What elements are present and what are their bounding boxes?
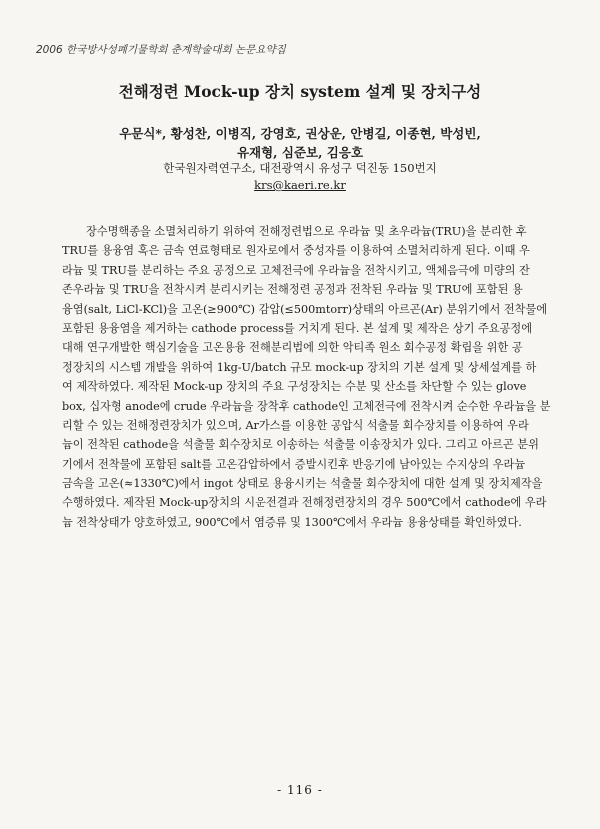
abstract-line: 포함된 용융염을 제거하는 cathode process를 거치게 된다. 본 설계 및 제작은 상기 주요공정에 <box>62 321 533 335</box>
abstract-line: 대해 연구개발한 핵심기술을 고온용융 전해분리법에 의한 악티족 원소 회수공정 확립을 위한 공 <box>62 341 523 355</box>
running-header: 2006 한국방사성폐기물학회 춘계학술대회 논문요약집 <box>36 44 286 56</box>
abstract-body <box>62 222 551 532</box>
abstract-line: 기에서 전착물에 포함된 salt를 고온감압하에서 증발시킨후 반응기에 남아있는 수지상의 우라늄 <box>62 457 526 471</box>
author-line-1: 우문식*, 황성찬, 이병직, 강영호, 권상운, 안병길, 이종현, 박성빈, <box>119 126 481 141</box>
page-number: - 116 - <box>277 783 323 797</box>
author-line-2: 유재형, 심준보, 김응호 <box>236 145 364 160</box>
email-line <box>0 178 600 192</box>
abstract-line: 장수명핵종을 소멸처리하기 위하여 전해정련법으로 우라늄 및 초우라늄(TRU)을 분리한 후 <box>86 225 527 238</box>
abstract-line: 늄이 전착된 cathode을 석출물 회수장치로 이송하는 석출물 이송장치가 있다. 그리고 아르곤 분위 <box>62 438 539 452</box>
affiliation: 한국원자력연구소, 대전광역시 유성구 덕진동 150번지 <box>163 161 437 175</box>
abstract-line: 여 제작하였다. 제작된 Mock-up 장치의 주요 구성장치는 수분 및 산소를 차단할 수 있는 glove <box>62 380 527 394</box>
abstract-line: 정장치의 시스템 개발을 위하여 1kg-U/batch 규모 mock-up 장치의 기본 설계 및 상세설계를 하 <box>62 360 537 374</box>
abstract-line: box, 십자형 anode에 crude 우라늄을 장착후 cathode인 고체전극에 전착시켜 순수한 우라늄을 분 <box>62 399 551 413</box>
abstract-line: 리할 수 있는 전해정련장치가 있으며, Ar가스를 이용한 공압식 석출물 회수장치를 이용하여 우라 <box>62 418 529 432</box>
abstract-line: TRU를 용융염 혹은 금속 연료형태로 원자로에서 중성자를 이용하여 소멸처리하게 된다. 이때 우 <box>62 244 530 258</box>
abstract-line: 융염(salt, LiCl-KCl)을 고온(≥900℃) 감압(≤500mtorr)상태의 아르곤(Ar) 분위기에서 전착물에 <box>62 302 548 316</box>
author-list <box>60 124 540 162</box>
email-address[interactable]: krs@kaeri.re.kr <box>254 178 346 192</box>
abstract-line: 금속을 고온(≈1330℃)에서 ingot 상태로 용융시키는 석출물 회수장치에 대한 설계 및 장치제작을 <box>62 477 543 491</box>
abstract-line: 존우라늄 및 TRU을 전착시켜 분리시키는 전해정련 공정과 전착된 우라늄 및 TRU에 포함된 용 <box>62 283 523 297</box>
abstract-line: 수행하였다. 제작된 Mock-up장치의 시운전결과 전해정련장치의 경우 500℃에서 cathode에 우라 <box>62 496 547 510</box>
paper-title: 전해정련 Mock-up 장치 system 설계 및 장치구성 <box>118 82 482 101</box>
abstract-line: 라늄 및 TRU를 분리하는 주요 공정으로 고체전극에 우라늄을 전착시키고, 액체음극에 미량의 잔 <box>62 263 530 277</box>
abstract-line: 늄 전착상태가 양호하였고, 900℃에서 염증류 및 1300℃에서 우라늄 용융상태를 확인하였다. <box>62 515 522 529</box>
